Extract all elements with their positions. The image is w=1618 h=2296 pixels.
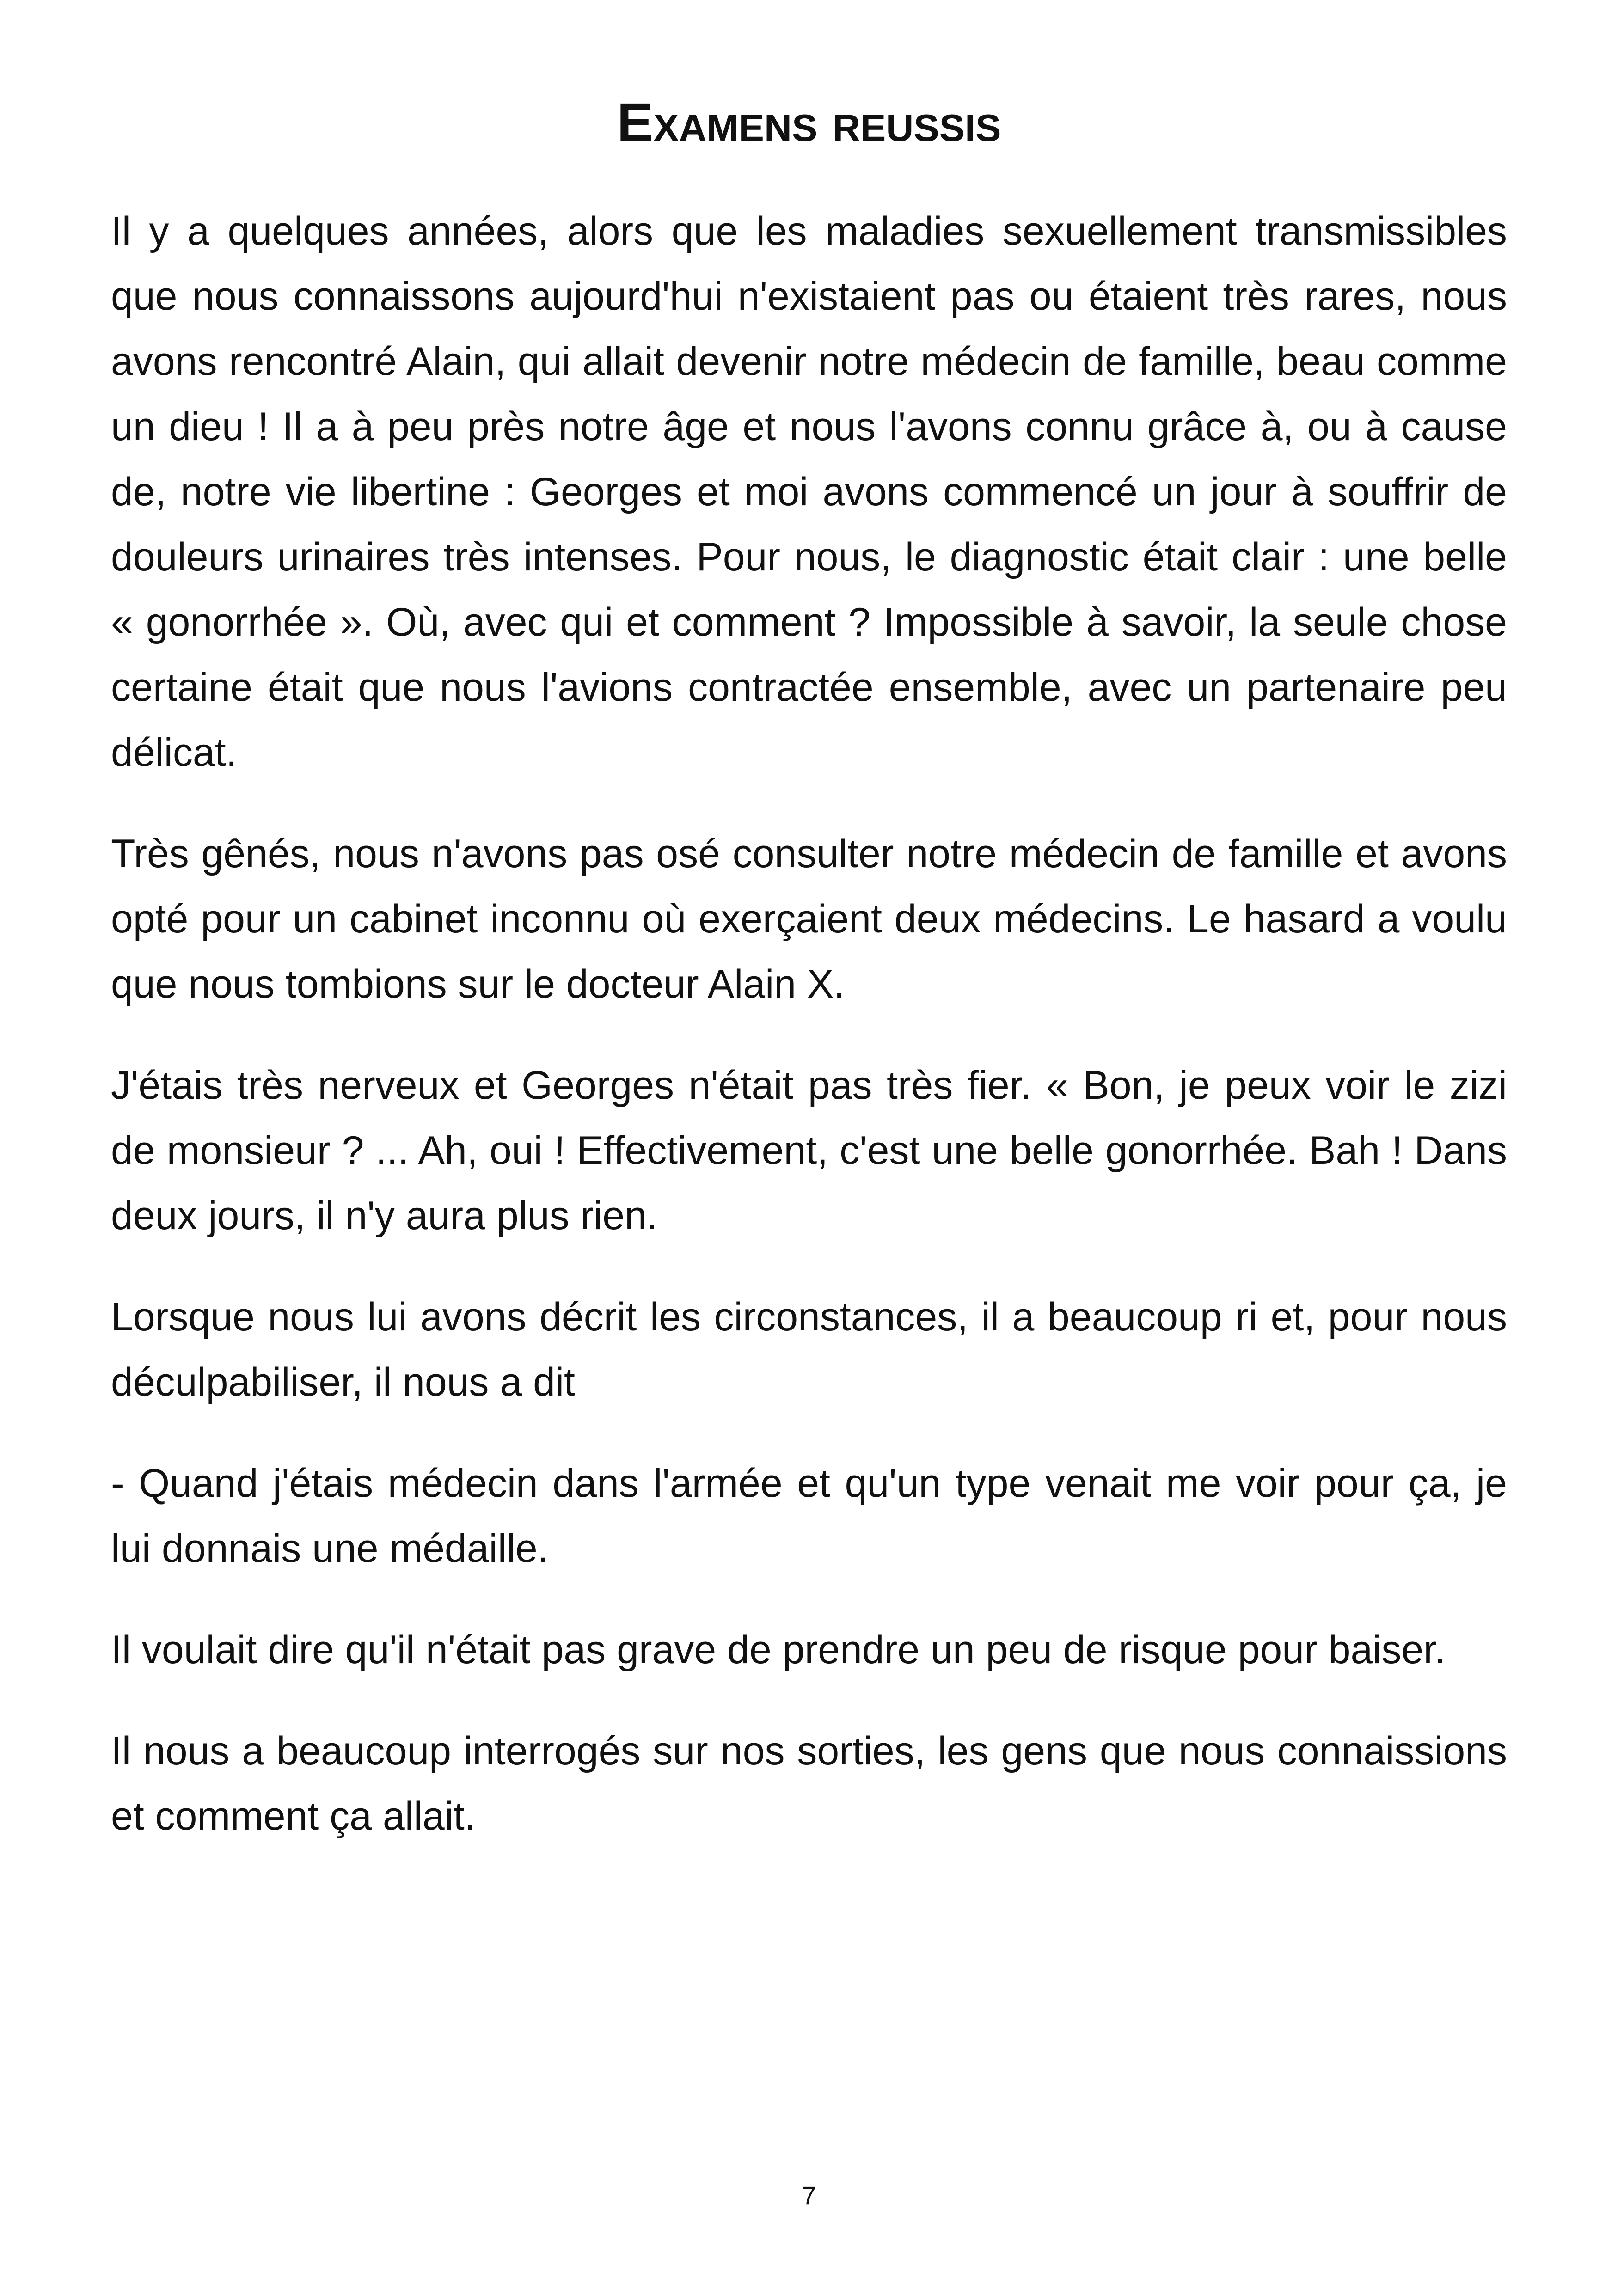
paragraph: J'étais très nerveux et Georges n'était pas très fier. « Bon, je peux voir le zizi de monsieur ? ... Ah, oui ! Effectivement, c'est une belle gonorrhée. Bah ! Dans deux jours, il n'y aura plus rien.: [111, 1063, 1507, 1238]
paragraph: Lorsque nous lui avons décrit les circonstances, il a beaucoup ri et, pour nous déculpabiliser, il nous a dit: [111, 1295, 1507, 1404]
paragraph: - Quand j'étais médecin dans l'armée et qu'un type venait me voir pour ça, je lui donnais une médaille.: [111, 1461, 1507, 1571]
paragraph: Il y a quelques années, alors que les maladies sexuellement transmissibles que nous connaissons aujourd'hui n'existaient pas ou étaient très rares, nous avons rencontré Alain, qui allait devenir notre médecin de famille, beau comme un dieu ! Il a à peu près notre âge et nous l'avons connu grâce à, ou à cause de, notre vie libertine : Georges et moi avons commencé un jour à souffrir de douleurs urinaires très intenses. Pour nous, le diagnostic était clair : une belle « gonorrhée ». Où, avec qui et comment ? Impossible à savoir, la seule chose certaine était que nous l'avions contractée ensemble, avec un partenaire peu délicat.: [111, 209, 1507, 775]
chapter-body: [111, 199, 1507, 1849]
paragraph: Il nous a beaucoup interrogés sur nos sorties, les gens que nous connaissions et comment ça allait.: [111, 1729, 1507, 1838]
page-number: 7: [802, 2181, 816, 2210]
paragraph: Il voulait dire qu'il n'était pas grave de prendre un peu de risque pour baiser.: [111, 1628, 1446, 1672]
chapter-title: Examens reussis: [617, 92, 1001, 153]
paragraph: Très gênés, nous n'avons pas osé consulter notre médecin de famille et avons opté pour un cabinet inconnu où exerçaient deux médecins. Le hasard a voulu que nous tombions sur le docteur Alain X.: [111, 832, 1507, 1006]
